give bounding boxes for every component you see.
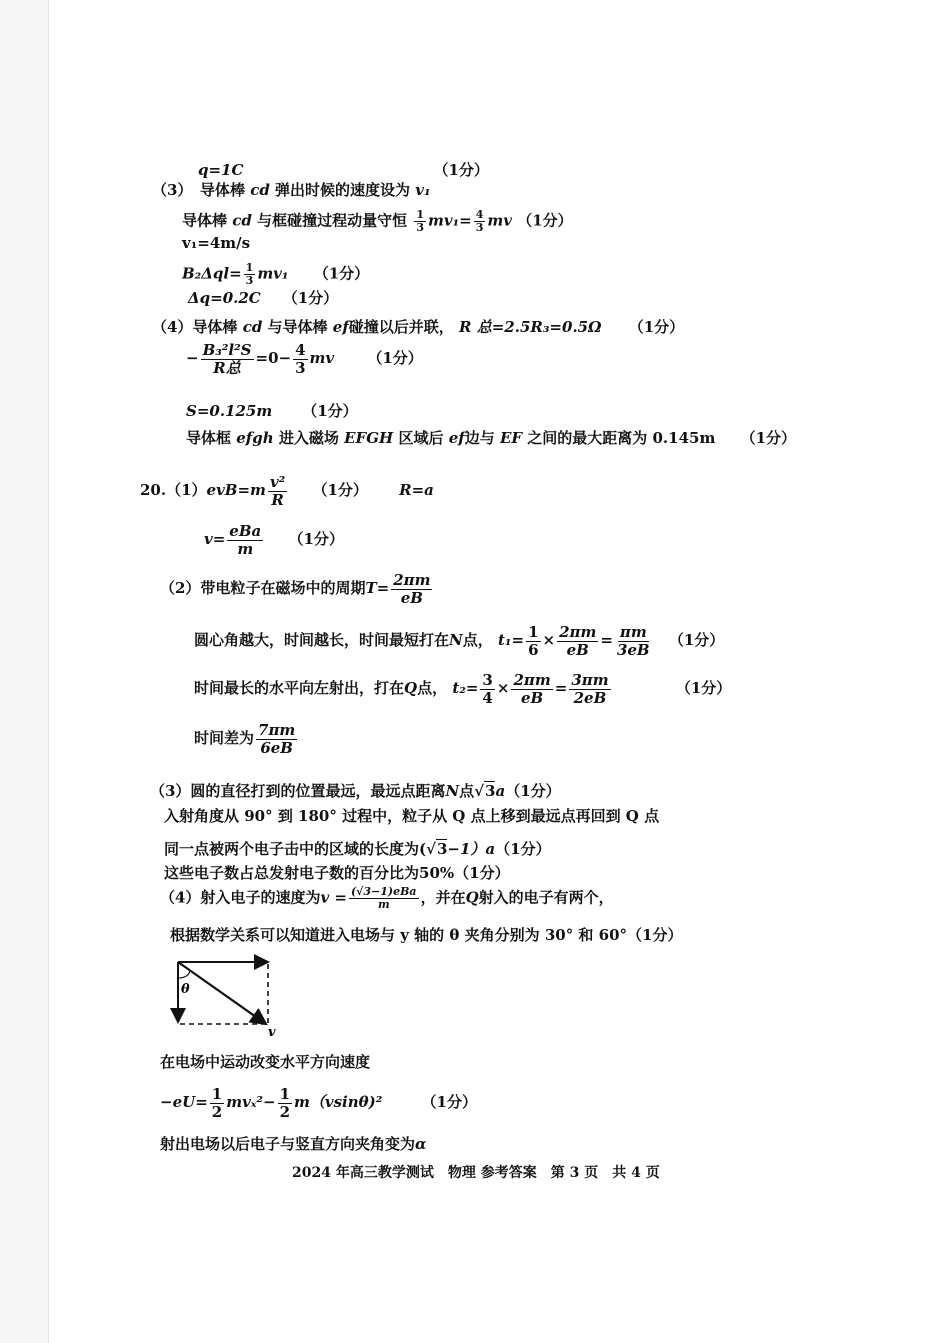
fraction: $\frac{\text{v²}}{R}$: [269, 473, 286, 509]
theta-label: θ: [181, 982, 190, 997]
fraction: $\frac{1}{3}$: [245, 261, 254, 288]
v1-result: v₁=4m/s: [182, 234, 251, 252]
fraction: $\frac{3}{4}$: [482, 671, 493, 707]
q20-t2-line: 时间最长的水平向左射出，打在Q点， t₂= $\frac{3}{4}$ × $\frac{2\pi m}{eB}$ = $\frac{3\pi m}{2eB}$ （1分）: [194, 671, 732, 707]
velocity-arrow: [178, 962, 266, 1024]
field-velocity-line: 在电场中运动改变水平方向速度: [160, 1053, 371, 1071]
q20-part2-period: （2）带电粒子在磁场中的周期T= $\frac{2\pi m}{eB}$: [160, 571, 431, 607]
q20-part3-line4: 这些电子数占总发射电子数的百分比为50%（1分）: [164, 864, 510, 882]
fraction: $\frac{\text{eBa}}{m}$: [229, 522, 262, 558]
page-footer: 2024 年高三教学测试 物理 参考答案 第 3 页 共 4 页: [292, 1165, 660, 1181]
fraction: $\frac{3\pi m}{2eB}$: [571, 671, 609, 707]
q20-part3-line3: 同一点被两个电子击中的区域的长度为(√3−1）a（1分）: [164, 840, 551, 858]
fraction: $\frac{1}{2}$: [211, 1085, 223, 1121]
fraction: $\frac{\text{(√3−1)eBa}}{m}$: [350, 885, 417, 912]
impulse-line: B₂Δql= $\frac{1}{3}$ mv₁ （1分）: [182, 261, 370, 288]
fraction: $\frac{2\pi m}{eB}$: [559, 623, 597, 659]
v-label: v: [268, 1025, 276, 1040]
s-result: S=0.125m （1分）: [186, 402, 358, 420]
q20-part3-line1: （3）圆的直径打到的位置最远，最远点距离N点√3a（1分）: [150, 782, 561, 800]
q20-part1-line1: 20.（1）evB=m $\frac{\text{v²}}{R}$ （1分） R=a: [140, 473, 434, 509]
momentum-line: 导体棒 cd 与框碰撞过程动量守恒 $\frac{1}{3}$ mv₁= $\frac{4}{3}$ mv （1分）: [182, 208, 573, 235]
energy-equation: − $\frac{\text{B₃²l²S}}{\text{R总}}$ =0− $\frac{4}{3}$ mv （1分）: [186, 341, 423, 377]
q20-part1-line2: v= $\frac{\text{eBa}}{m}$ （1分）: [204, 522, 344, 558]
part3-heading: （3） 导体棒 cd 弹出时候的速度设为 v₁: [152, 181, 431, 199]
fraction: $\frac{\text{B₃²l²S}}{\text{R总}}$: [202, 341, 252, 377]
q20-time-diff: 时间差为 $\frac{7\pi m}{6eB}$: [194, 721, 296, 757]
fraction: $\frac{1}{2}$: [279, 1085, 290, 1121]
dq-result: Δq=0.2C （1分）: [188, 289, 339, 307]
scan-left-margin: [0, 0, 49, 1343]
q20-part4-line1: （4）射入电子的速度为v = $\frac{\text{(√3−1)eBa}}{m}$ ，并在Q射入的电子有两个，: [160, 885, 614, 912]
fraction: $\frac{2\pi m}{eB}$: [513, 671, 551, 707]
angle-arc: [178, 971, 190, 978]
exit-angle-line: 射出电场以后电子与竖直方向夹角变为α: [160, 1135, 427, 1153]
q-result-line: q=1C （1分）: [198, 161, 489, 179]
fraction: $\frac{1}{3}$: [416, 208, 425, 235]
q20-part4-line2: 根据数学关系可以知道进入电场与 y 轴的 θ 夹角分别为 30° 和 60°（1分）: [170, 926, 683, 944]
max-distance-line: 导体框 efgh 进入磁场 EFGH 区域后 ef边与 EF 之间的最大距离为 0.145m （1分）: [186, 429, 797, 447]
fraction: $\frac{\pi m}{3eB}$: [616, 623, 650, 659]
part4-heading: （4）导体棒 cd 与导体棒 ef碰撞以后并联， R 总=2.5R₃=0.5Ω （1分）: [152, 318, 685, 336]
q20-t1-line: 圆心角越大，时间越长，时间最短打在N点， t₁= $\frac{1}{6}$ × $\frac{2\pi m}{eB}$ = $\frac{\pi m}{3eB}$ （1分）: [194, 623, 725, 659]
fraction: $\frac{4}{3}$: [295, 341, 306, 377]
fraction: $\frac{2\pi m}{eB}$: [393, 571, 431, 607]
fraction: $\frac{1}{6}$: [528, 623, 539, 659]
velocity-diagram: [168, 952, 288, 1042]
energy-equation-eu: −eU= $\frac{1}{2}$ mvₓ²− $\frac{1}{2}$ m（vsinθ)² （1分）: [160, 1085, 477, 1121]
fraction: $\frac{7\pi m}{6eB}$: [258, 721, 296, 757]
fraction: $\frac{4}{3}$: [475, 208, 484, 235]
q20-part3-line2: 入射角度从 90° 到 180° 过程中，粒子从 Q 点上移到最远点再回到 Q 点: [164, 807, 660, 825]
